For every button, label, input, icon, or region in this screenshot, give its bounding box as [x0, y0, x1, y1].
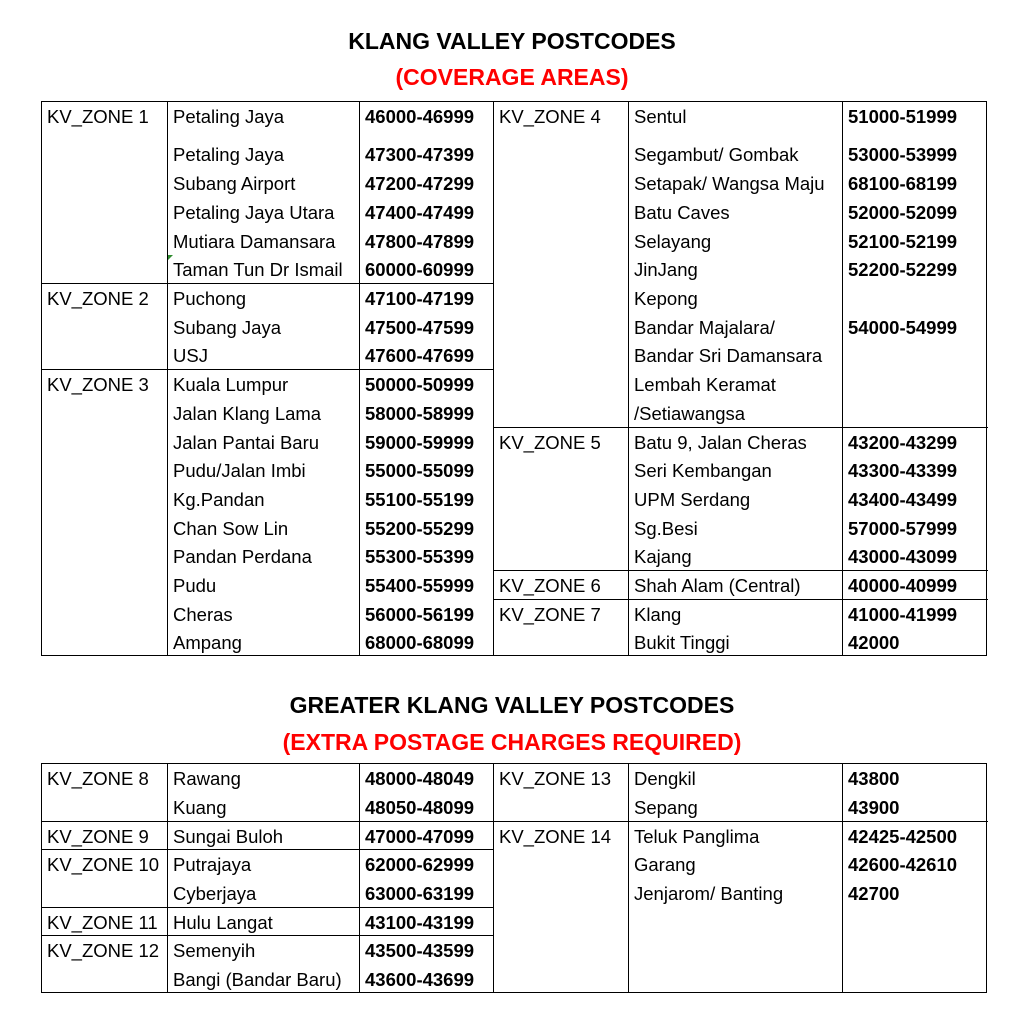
area-cell: Jenjarom/ Banting	[634, 883, 784, 904]
area-cell: Dengkil	[634, 768, 696, 789]
area-cell: UPM Serdang	[634, 489, 751, 510]
postcode-cell: 43400-43499	[848, 489, 958, 510]
postcode-cell: 48000-48049	[365, 768, 475, 789]
area-cell: Kg.Pandan	[173, 489, 265, 510]
area-cell: Petaling Jaya	[173, 106, 285, 127]
zone-cell: KV_ZONE 14	[499, 826, 612, 847]
area-cell: Bangi (Bandar Baru)	[173, 969, 342, 990]
zone-cell: KV_ZONE 3	[47, 374, 149, 395]
postcode-cell: 54000-54999	[848, 317, 958, 338]
area-cell: Hulu Langat	[173, 912, 273, 933]
extra-postage-table	[41, 763, 987, 993]
area-cell: Kuang	[173, 797, 227, 818]
area-cell: Shah Alam (Central)	[634, 575, 801, 596]
postcode-cell: 68000-68099	[365, 632, 475, 653]
postcode-cell: 47200-47299	[365, 173, 475, 194]
postcode-cell: 53000-53999	[848, 144, 958, 165]
postcode-cell: 63000-63199	[365, 883, 475, 904]
area-cell: Bandar Majalara/	[634, 317, 775, 338]
zone-cell: KV_ZONE 7	[499, 604, 601, 625]
postcode-cell: 57000-57999	[848, 518, 958, 539]
postcode-cell: 52000-52099	[848, 202, 958, 223]
area-cell: Seri Kembangan	[634, 460, 772, 481]
area-cell: Petaling Jaya	[173, 144, 285, 165]
area-cell: Bukit Tinggi	[634, 632, 730, 653]
postcode-cell: 43100-43199	[365, 912, 475, 933]
zone-cell: KV_ZONE 10	[47, 854, 160, 875]
area-cell: Sepang	[634, 797, 698, 818]
zone-cell: KV_ZONE 1	[47, 106, 149, 127]
postcode-cell: 42425-42500	[848, 826, 958, 847]
postcode-cell: 55400-55999	[365, 575, 475, 596]
area-cell: USJ	[173, 345, 208, 366]
postcode-cell: 52200-52299	[848, 259, 958, 280]
area-cell: Semenyih	[173, 940, 256, 961]
area-cell: Ampang	[173, 632, 242, 653]
section2-title: GREATER KLANG VALLEY POSTCODES	[289, 692, 735, 718]
postcode-cell: 43300-43399	[848, 460, 958, 481]
postcode-cell: 55100-55199	[365, 489, 475, 510]
postcode-cell: 46000-46999	[365, 106, 475, 127]
postcode-cell: 50000-50999	[365, 374, 475, 395]
postcode-cell: 43600-43699	[365, 969, 475, 990]
area-cell: Garang	[634, 854, 696, 875]
zone-cell: KV_ZONE 5	[499, 432, 601, 453]
area-cell: Pandan Perdana	[173, 546, 312, 567]
postcode-cell: 55200-55299	[365, 518, 475, 539]
postcode-cell: 47500-47599	[365, 317, 475, 338]
postcode-cell: 47600-47699	[365, 345, 475, 366]
postcode-cell: 41000-41999	[848, 604, 958, 625]
postcode-cell: 43000-43099	[848, 546, 958, 567]
zone-cell: KV_ZONE 13	[499, 768, 612, 789]
area-cell: Klang	[634, 604, 682, 625]
coverage-areas-table	[41, 101, 987, 656]
area-cell: Taman Tun Dr Ismail	[173, 259, 343, 280]
zone-cell: KV_ZONE 12	[47, 940, 160, 961]
postcode-cell: 58000-58999	[365, 403, 475, 424]
postcode-cell: 52100-52199	[848, 231, 958, 252]
area-cell: Bandar Sri Damansara	[634, 345, 823, 366]
postcode-cell: 47400-47499	[365, 202, 475, 223]
postcode-cell: 47300-47399	[365, 144, 475, 165]
area-cell: Sungai Buloh	[173, 826, 284, 847]
column-divider	[628, 764, 629, 992]
postcode-cell: 42000	[848, 632, 900, 653]
area-cell: Kepong	[634, 288, 698, 309]
area-cell: Kajang	[634, 546, 692, 567]
area-cell: Chan Sow Lin	[173, 518, 289, 539]
postcode-cell: 56000-56199	[365, 604, 475, 625]
area-cell: Subang Airport	[173, 173, 296, 194]
area-cell: Selayang	[634, 231, 712, 252]
area-cell: Segambut/ Gombak	[634, 144, 799, 165]
area-cell: Putrajaya	[173, 854, 252, 875]
section1-title: KLANG VALLEY POSTCODES	[348, 28, 676, 54]
postcode-cell: 47800-47899	[365, 231, 475, 252]
area-cell: Petaling Jaya Utara	[173, 202, 335, 223]
postcode-cell: 47000-47099	[365, 826, 475, 847]
area-cell: Sentul	[634, 106, 687, 127]
postcode-cell: 68100-68199	[848, 173, 958, 194]
area-cell: Setapak/ Wangsa Maju	[634, 173, 825, 194]
postcode-cell: 43200-43299	[848, 432, 958, 453]
area-cell: Batu 9, Jalan Cheras	[634, 432, 807, 453]
postcode-cell: 55300-55399	[365, 546, 475, 567]
postcode-cell: 42700	[848, 883, 900, 904]
area-cell: /Setiawangsa	[634, 403, 746, 424]
zone-cell: KV_ZONE 8	[47, 768, 149, 789]
area-cell: JinJang	[634, 259, 698, 280]
area-cell: Mutiara Damansara	[173, 231, 336, 252]
postcode-cell: 59000-59999	[365, 432, 475, 453]
zone-cell: KV_ZONE 4	[499, 106, 601, 127]
zone-cell: KV_ZONE 11	[47, 912, 158, 933]
postcode-cell: 43500-43599	[365, 940, 475, 961]
postcode-cell: 62000-62999	[365, 854, 475, 875]
area-cell: Pudu/Jalan Imbi	[173, 460, 306, 481]
section2-subtitle: (EXTRA POSTAGE CHARGES REQUIRED)	[282, 729, 742, 755]
postcode-cell: 47100-47199	[365, 288, 475, 309]
postcode-cell: 60000-60999	[365, 259, 475, 280]
section1-subtitle: (COVERAGE AREAS)	[395, 64, 629, 90]
zone-cell: KV_ZONE 2	[47, 288, 149, 309]
area-cell: Subang Jaya	[173, 317, 282, 338]
area-cell: Puchong	[173, 288, 247, 309]
area-cell: Batu Caves	[634, 202, 730, 223]
area-cell: Sg.Besi	[634, 518, 698, 539]
area-cell: Jalan Pantai Baru	[173, 432, 320, 453]
area-cell: Pudu	[173, 575, 217, 596]
postcode-cell: 42600-42610	[848, 854, 958, 875]
area-cell: Teluk Panglima	[634, 826, 760, 847]
area-cell: Cheras	[173, 604, 233, 625]
zone-cell: KV_ZONE 6	[499, 575, 601, 596]
postcode-cell: 40000-40999	[848, 575, 958, 596]
area-cell: Jalan Klang Lama	[173, 403, 322, 424]
postcode-cell: 48050-48099	[365, 797, 475, 818]
comment-marker-icon	[168, 255, 173, 260]
area-cell: Cyberjaya	[173, 883, 257, 904]
area-cell: Rawang	[173, 768, 241, 789]
area-cell: Kuala Lumpur	[173, 374, 289, 395]
postcode-cell: 55000-55099	[365, 460, 475, 481]
area-cell: Lembah Keramat	[634, 374, 776, 395]
postcode-cell: 43900	[848, 797, 900, 818]
zone-cell: KV_ZONE 9	[47, 826, 149, 847]
postcode-cell: 51000-51999	[848, 106, 958, 127]
postcode-cell: 43800	[848, 768, 900, 789]
